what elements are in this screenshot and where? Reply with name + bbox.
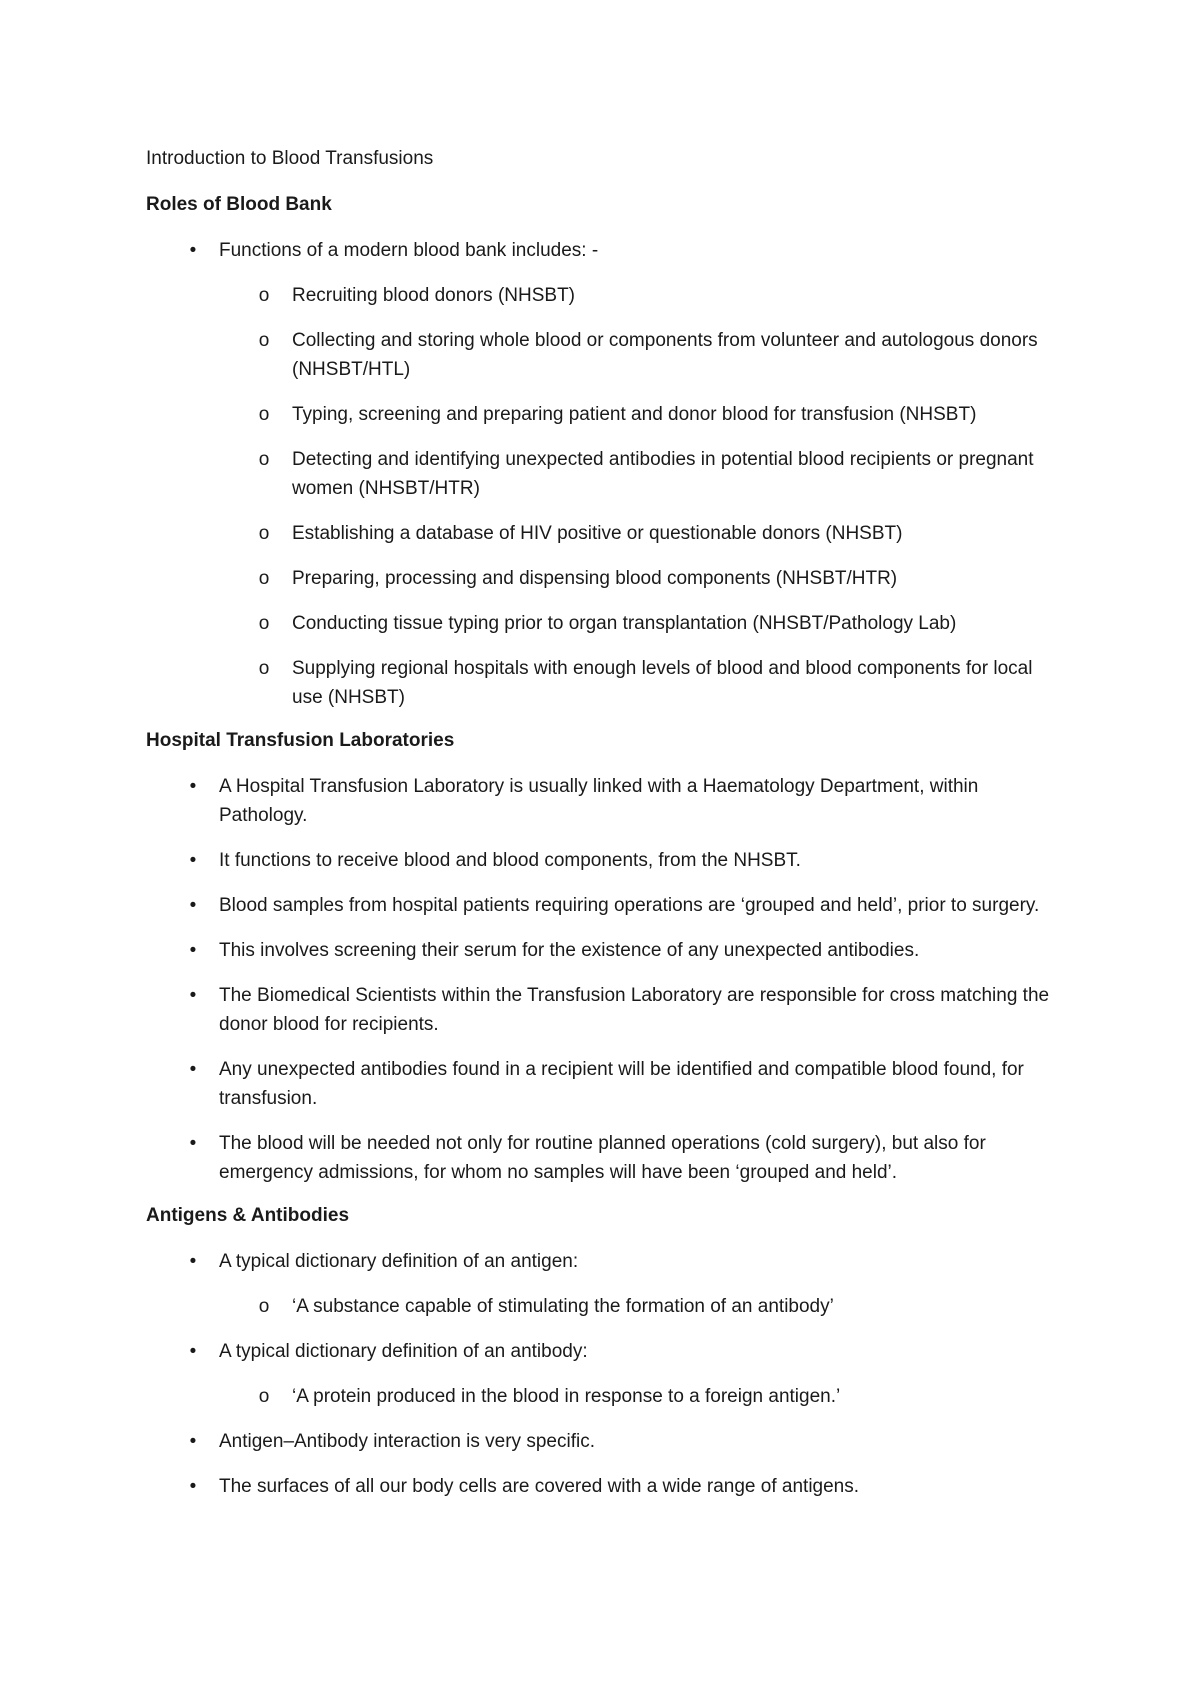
bullet-item xyxy=(146,891,1066,920)
sub-bullet-icon: o xyxy=(258,568,270,589)
bullet-icon: • xyxy=(189,850,197,871)
bullet-icon: • xyxy=(189,1059,197,1080)
sub-bullet-item xyxy=(219,400,1066,429)
bullet-text: The Biomedical Scientists within the Transfusion Laboratory are responsible for cross matching the donor blood for recipients. xyxy=(219,985,1050,1035)
sub-bullet-text: ‘A substance capable of stimulating the formation of an antibody’ xyxy=(292,1296,834,1317)
sub-bullet-icon: o xyxy=(258,404,270,425)
document-title: Introduction to Blood Transfusions xyxy=(146,148,434,169)
sub-bullet-icon: o xyxy=(258,285,270,306)
bullet-icon: • xyxy=(189,1341,197,1362)
sub-bullet-item xyxy=(219,654,1066,712)
bullet-item xyxy=(146,1337,1066,1411)
sub-bullet-icon: o xyxy=(258,330,270,351)
document-content xyxy=(146,146,1066,1517)
sub-bullet-item xyxy=(219,519,1066,548)
sub-bullet-text: Preparing, processing and dispensing blood components (NHSBT/HTR) xyxy=(292,568,898,589)
section xyxy=(146,1203,1066,1501)
sub-bullet-item xyxy=(219,445,1066,503)
bullet-icon: • xyxy=(189,1431,197,1452)
bullet-item xyxy=(146,1129,1066,1187)
sub-bullet-icon: o xyxy=(258,523,270,544)
bullet-text: It functions to receive blood and blood components, from the NHSBT. xyxy=(219,850,801,871)
bullet-icon: • xyxy=(189,895,197,916)
bullet-text: The surfaces of all our body cells are covered with a wide range of antigens. xyxy=(219,1476,860,1497)
sub-bullet-icon: o xyxy=(258,449,270,470)
bullet-item xyxy=(146,846,1066,875)
bullet-text: The blood will be needed not only for routine planned operations (cold surgery), but also for emergency admissions, for whom no samples will have been ‘grouped and held’. xyxy=(219,1133,986,1183)
bullet-icon: • xyxy=(189,985,197,1006)
sub-bullet-text: ‘A protein produced in the blood in response to a foreign antigen.’ xyxy=(292,1386,841,1407)
bullet-list xyxy=(146,236,1066,712)
sub-bullet-icon: o xyxy=(258,658,270,679)
section-heading: Hospital Transfusion Laboratories xyxy=(146,730,455,751)
bullet-item xyxy=(146,936,1066,965)
sub-bullet-item xyxy=(219,1382,1066,1411)
bullet-icon: • xyxy=(189,776,197,797)
sub-bullet-item xyxy=(219,326,1066,384)
sub-bullet-text: Collecting and storing whole blood or components from volunteer and autologous donors (NHSBT/HTL) xyxy=(292,330,1038,380)
sub-bullet-item xyxy=(219,281,1066,310)
bullet-text: Blood samples from hospital patients requiring operations are ‘grouped and held’, prior to surgery. xyxy=(219,895,1040,916)
bullet-text: A typical dictionary definition of an antigen: xyxy=(219,1251,579,1272)
section xyxy=(146,728,1066,1187)
bullet-item xyxy=(146,1472,1066,1501)
sub-bullet-icon: o xyxy=(258,1296,270,1317)
sub-bullet-icon: o xyxy=(258,613,270,634)
bullet-icon: • xyxy=(189,1476,197,1497)
document-sections xyxy=(146,192,1066,1501)
bullet-item xyxy=(146,1055,1066,1113)
sub-bullet-text: Recruiting blood donors (NHSBT) xyxy=(292,285,576,306)
sub-bullet-text: Detecting and identifying unexpected antibodies in potential blood recipients or pregnant women (NHSBT/HTR) xyxy=(292,449,1034,499)
sub-bullet-list xyxy=(219,1292,1066,1321)
sub-bullet-list xyxy=(219,1382,1066,1411)
bullet-item xyxy=(146,1247,1066,1321)
bullet-text: A typical dictionary definition of an antibody: xyxy=(219,1341,588,1362)
bullet-text: This involves screening their serum for the existence of any unexpected antibodies. xyxy=(219,940,920,961)
bullet-item xyxy=(146,981,1066,1039)
section-heading: Roles of Blood Bank xyxy=(146,194,332,215)
section-heading: Antigens & Antibodies xyxy=(146,1205,350,1226)
bullet-icon: • xyxy=(189,1251,197,1272)
bullet-icon: • xyxy=(189,240,197,261)
sub-bullet-text: Conducting tissue typing prior to organ transplantation (NHSBT/Pathology Lab) xyxy=(292,613,957,634)
bullet-text: A Hospital Transfusion Laboratory is usually linked with a Haematology Department, within Pathology. xyxy=(219,776,979,826)
bullet-icon: • xyxy=(189,940,197,961)
section xyxy=(146,192,1066,712)
sub-bullet-list xyxy=(219,281,1066,712)
bullet-text: Functions of a modern blood bank includes: - xyxy=(219,240,599,261)
sub-bullet-icon: o xyxy=(258,1386,270,1407)
sub-bullet-text: Establishing a database of HIV positive or questionable donors (NHSBT) xyxy=(292,523,903,544)
bullet-item xyxy=(146,236,1066,712)
sub-bullet-text: Typing, screening and preparing patient and donor blood for transfusion (NHSBT) xyxy=(292,404,977,425)
bullet-icon: • xyxy=(189,1133,197,1154)
sub-bullet-item xyxy=(219,609,1066,638)
bullet-item xyxy=(146,772,1066,830)
bullet-item xyxy=(146,1427,1066,1456)
bullet-text: Antigen–Antibody interaction is very specific. xyxy=(219,1431,595,1452)
bullet-text: Any unexpected antibodies found in a recipient will be identified and compatible blood found, for transfusion. xyxy=(219,1059,1024,1109)
bullet-list xyxy=(146,772,1066,1187)
sub-bullet-item xyxy=(219,564,1066,593)
sub-bullet-text: Supplying regional hospitals with enough levels of blood and blood components for local use (NHSBT) xyxy=(292,658,1033,708)
sub-bullet-item xyxy=(219,1292,1066,1321)
bullet-list xyxy=(146,1247,1066,1501)
